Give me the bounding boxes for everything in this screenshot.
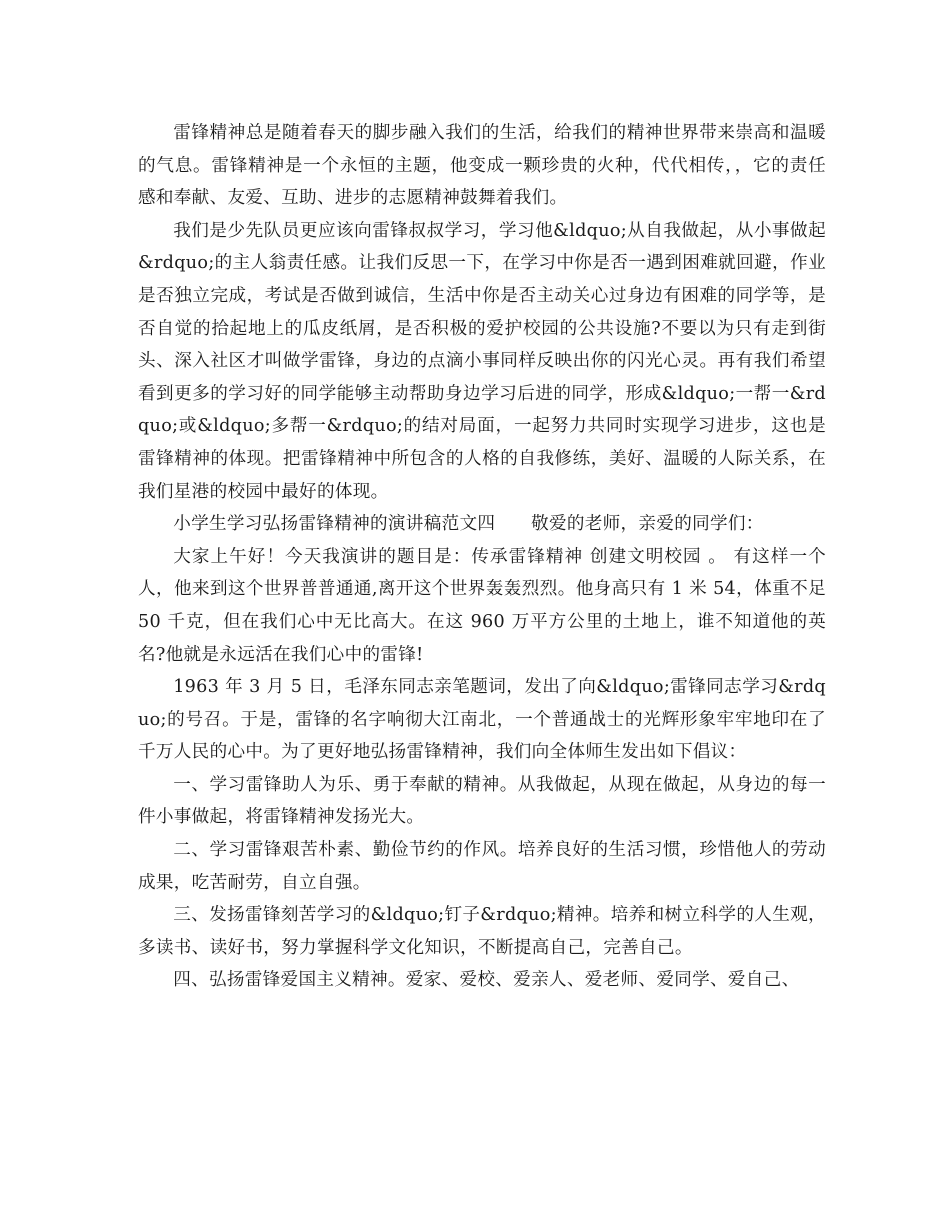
paragraph-speech-greeting: 大家上午好！今天我演讲的题目是：传承雷锋精神 创建文明校园 。 有这样一个人，他来到这个世界普普通通,离开这个世界轰轰烈烈。他身高只有 1 米 54，体重不足 50 千克，但在我们心中无比高大。在这 960 万平方公里的土地上，谁不知道他的英名?他就是永远活在我们心中的雷锋! xyxy=(138,546,826,665)
document-body xyxy=(138,117,826,997)
paragraph-lei-feng-spirit-intro: 雷锋精神总是随着春天的脚步融入我们的生活，给我们的精神世界带来崇高和温暖的气息。雷锋精神是一个永恒的主题，他变成一颗珍贵的火种，代代相传，，它的责任感和奉献、友爱、互助、进步的志愿精神鼓舞着我们。 xyxy=(138,123,826,209)
paragraph-proposal-four: 四、弘扬雷锋爱国主义精神。爱家、爱校、爱亲人、爱老师、爱同学、爱自己、 xyxy=(173,970,800,991)
paragraph-1963-inscription: 1963 年 3 月 5 日，毛泽东同志亲笔题词，发出了向&ldquo;雷锋同志学习&rdquo;的号召。于是，雷锋的名字响彻大江南北，一个普通战士的光辉形象牢牢地印在了千万人民的心中。为了更好地弘扬雷锋精神，我们向全体师生发出如下倡议： xyxy=(138,677,826,763)
paragraph-proposal-two: 二、学习雷锋艰苦朴素、勤俭节约的作风。培养良好的生活习惯，珍惜他人的劳动成果，吃苦耐劳，自立自强。 xyxy=(138,840,826,893)
paragraph-young-pioneers: 我们是少先队员更应该向雷锋叔叔学习，学习他&ldquo;从自我做起，从小事做起&rdquo;的主人翁责任感。让我们反思一下，在学习中你是否一遇到困难就回避，作业是否独立完成，考试是否做到诚信，生活中你是否主动关心过身边有困难的同学等，是否自觉的拾起地上的瓜皮纸屑，是否积极的爱护校园的公共设施?不要以为只有走到街头、深入社区才叫做学雷锋，身边的点滴小事同样反映出你的闪光心灵。再有我们希望看到更多的学习好的同学能够主动帮助身边学习后进的同学，形成&ldquo;一帮一&rdquo;或&ldquo;多帮一&rdquo;的结对局面，一起努力共同时实现学习进步，这也是雷锋精神的体现。把雷锋精神中所包含的人格的自我修练，美好、温暖的人际关系，在我们星港的校园中最好的体现。 xyxy=(138,220,826,502)
speech-heading-line: 小学生学习弘扬雷锋精神的演讲稿范文四 敬爱的老师，亲爱的同学们： xyxy=(173,514,764,535)
paragraph-proposal-three: 三、发扬雷锋刻苦学习的&ldquo;钉子&rdquo;精神。培养和树立科学的人生观，多读书、读好书，努力掌握科学文化知识，不断提高自己，完善自己。 xyxy=(138,905,826,958)
paragraph-proposal-one: 一、学习雷锋助人为乐、勇于奉献的精神。从我做起，从现在做起，从身边的每一件小事做起，将雷锋精神发扬光大。 xyxy=(138,774,826,828)
